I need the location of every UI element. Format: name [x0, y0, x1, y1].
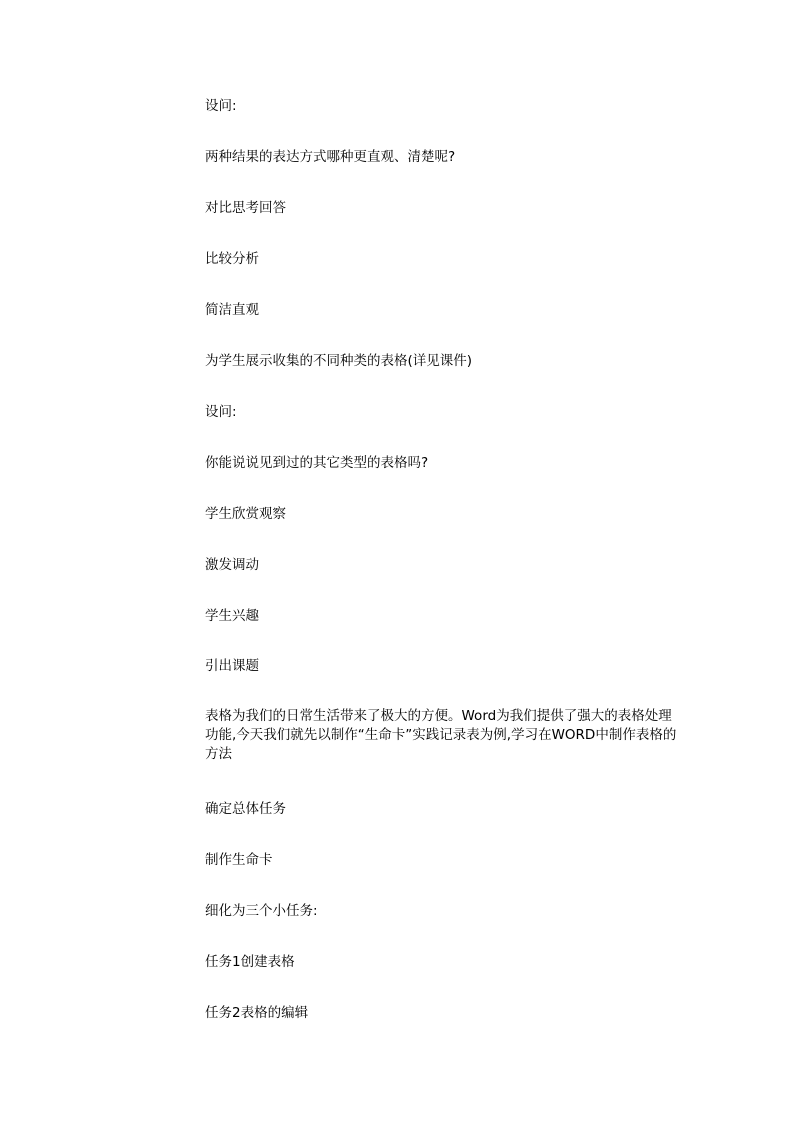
paragraph-student-interest: 学生兴趣: [205, 608, 259, 624]
paragraph-motivate: 激发调动: [205, 557, 259, 573]
paragraph-task-1: 任务1创建表格: [205, 954, 295, 970]
paragraph-question-label-2: 设问:: [205, 404, 237, 420]
paragraph-compare-answer: 对比思考回答: [205, 200, 286, 216]
paragraph-concise: 简洁直观: [205, 302, 259, 318]
paragraph-question-other-tables: 你能说说见到过的其它类型的表格吗?: [205, 455, 429, 471]
paragraph-intro-text: 表格为我们的日常生活带来了极大的方便。Word为我们提供了强大的表格处理功能,今天我们就先以制作“生命卡”实践记录表为例,学习在WORD中制作表格的方法: [205, 708, 677, 762]
paragraph-analysis: 比较分析: [205, 251, 259, 267]
paragraph-task-2: 任务2表格的编辑: [205, 1005, 309, 1021]
paragraph-subtasks: 细化为三个小任务:: [205, 903, 318, 919]
paragraph-introduce-topic: 引出课题: [205, 658, 259, 674]
paragraph-overall-task: 确定总体任务: [205, 801, 286, 817]
paragraph-student-observe: 学生欣赏观察: [205, 506, 286, 522]
paragraph-show-tables: 为学生展示收集的不同种类的表格(详见课件): [205, 353, 473, 369]
paragraph-make-card: 制作生命卡: [205, 852, 273, 868]
paragraph-question-clarity: 两种结果的表达方式哪种更直观、清楚呢?: [205, 149, 456, 165]
paragraph-question-label: 设问:: [205, 98, 237, 114]
